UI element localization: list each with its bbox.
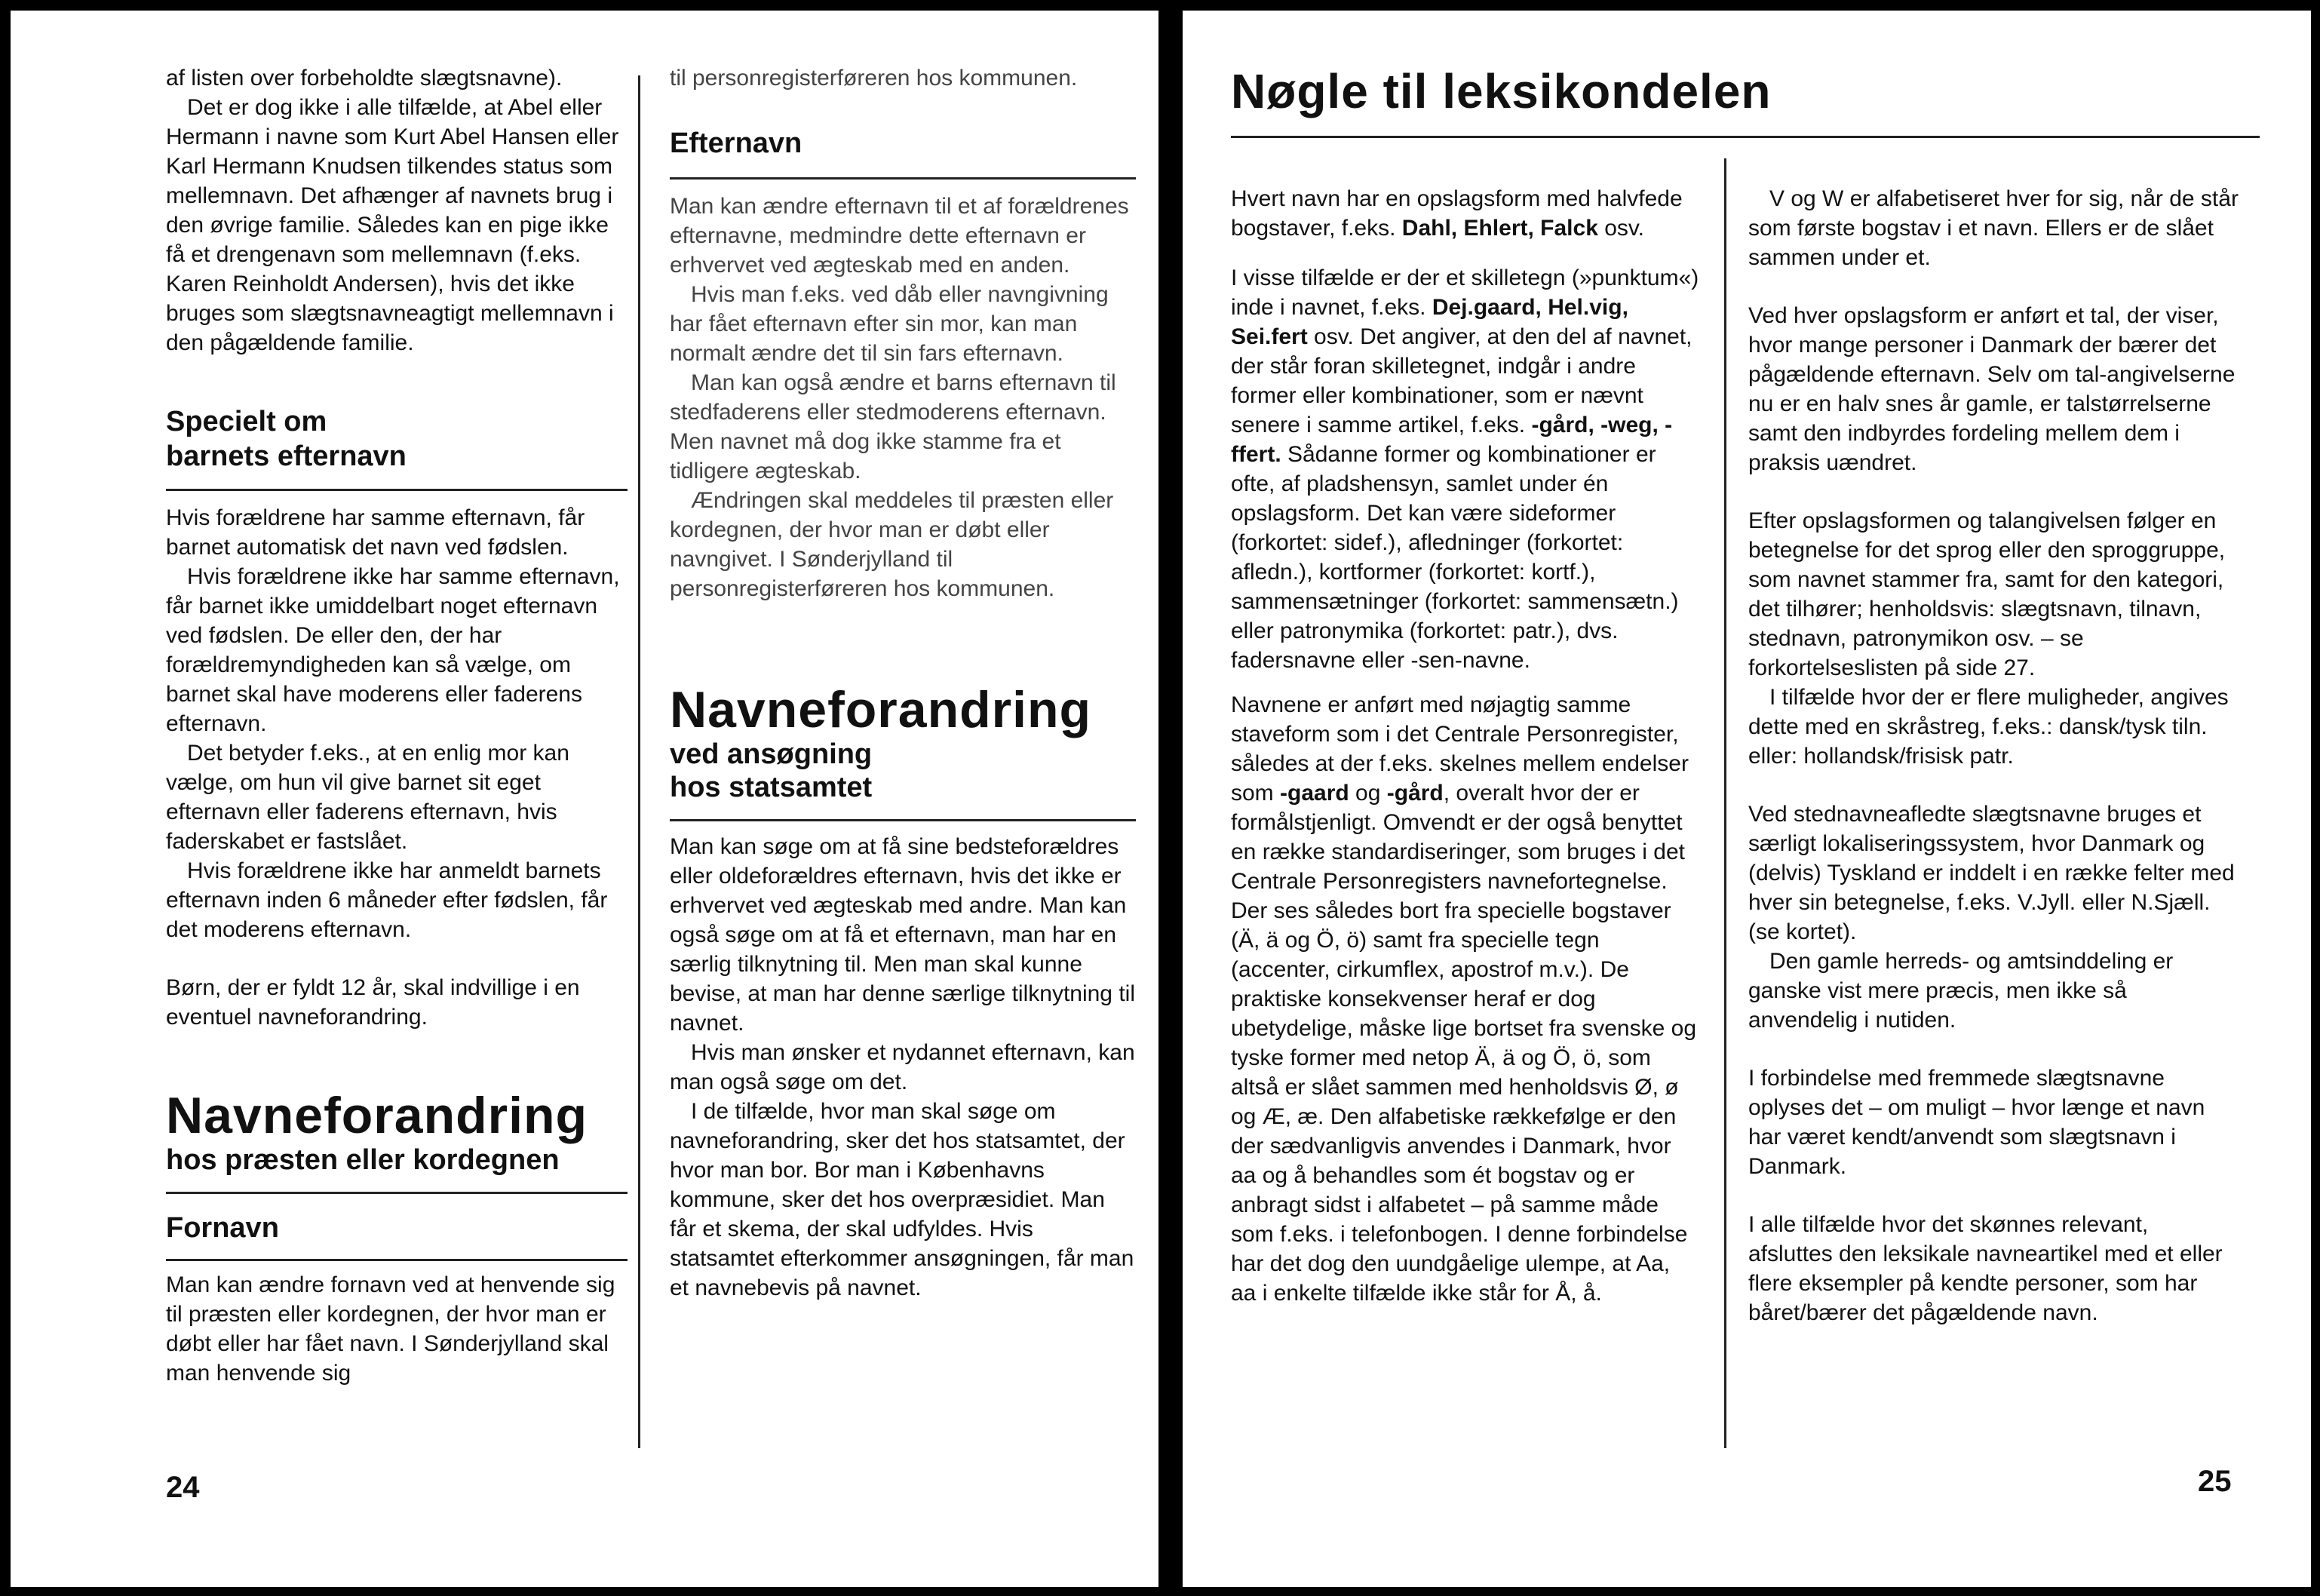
paragraph: I alle tilfælde hvor det skønnes relevant, afsluttes den leksikale navneartikel med et eller flere eksempler på kendte personer, som har båret/bærer det pågældende navn. xyxy=(1748,1212,2223,1325)
section-heading: Fornavn xyxy=(166,1212,279,1244)
section-heading: Efternavn xyxy=(670,127,802,159)
left-column-1 xyxy=(166,63,628,1388)
paragraph: Navnene er anført med nøjagtig samme staveform som i det Centrale Personregister, således at der f.eks. skelnes mellem endelser som -gaard og -gård, overalt hvor der er formålstjenligt. Omvendt er der også benyttet en række standardiseringer, som bruges i det Centrale Personregisters navnefortegnelse. Der ses således bort fra specielle bogstaver (Ä, ä og Ö, ö) samt fra specielle tegn (accenter, cirkumflex, apostrof m.v.). De praktiske konsekvenser heraf er dog ubetydelige, måske lige bortset fra svenske og tyske former med netop Ä, ä og Ö, ö, som altså er slået sammen med henholdsvis Ø, ø og Æ, æ. Den alfabetiske rækkefølge er den der sædvanligvis anvendes i Danmark, hvor aa og å behandles som ét bogstav og er anbragt sidst i alfabetet – på samme måde som f.eks. i telefonbogen. I denne forbindelse har det dog den uundgåelige ulempe, at Aa, aa i enkelte tilfælde ikke står for Å, å. xyxy=(1231,692,1697,1306)
right-page xyxy=(1183,11,2311,1587)
left-page xyxy=(11,11,1158,1587)
divider xyxy=(670,177,1136,180)
left-column-2 xyxy=(670,63,1136,1303)
paragraph: I forbindelse med fremmede slægtsnavne oplyses det – om muligt – hvor længe et navn har været kendt/anvendt som slægtsnavn i Danmark. xyxy=(1748,1066,2205,1179)
paragraph: Ændringen skal meddeles til præsten eller kordegnen, der hvor man er døbt eller navngivet. I Sønderjylland til personregisterføreren hos kommunen. xyxy=(670,488,1114,601)
paragraph: Hvis forældrene ikke har samme efternavn, får barnet ikke umiddelbart noget efternavn ved fødslen. De eller den, der har forældremyndigheden kan så vælge, om barnet skal have moderens eller faderens efternavn. xyxy=(166,564,620,736)
divider xyxy=(166,489,628,491)
right-column-2 xyxy=(1748,184,2239,1327)
paragraph: Hvis forældrene har samme efternavn, får barnet automatisk det navn ved fødslen. xyxy=(166,505,585,560)
paragraph: Det er dog ikke i alle tilfælde, at Abel eller Hermann i navne som Kurt Abel Hansen eller Karl Hermann Knudsen tilkendes status som mellemnavn. Det afhænger af navnets brug i den øvrige familie. Således kan en pige ikke få et drengenavn som mellemnavn (f.eks. Karen Reinholdt Andersen), hvis det ikke bruges som slægtsnavneagtigt mellemnavn i den pågældende familie. xyxy=(166,95,619,355)
paragraph: Ved stednavneafledte slægtsnavne bruges et særligt lokaliseringssystem, hvor Danmark og (delvis) Tyskland er inddelt i en række felter med hver sin betegnelse, f.eks. V.Jyll. eller N.Sjæll. (se kortet). xyxy=(1748,802,2235,944)
chapter-subheading: ved ansøgning xyxy=(670,738,873,770)
right-column-1 xyxy=(1231,184,1700,1308)
divider xyxy=(670,819,1136,821)
divider xyxy=(166,1192,628,1194)
paragraph: Efter opslagsformen og talangivelsen følger en betegnelse for det sprog eller den sproggruppe, som navnet stammer fra, samt for den kategori, det tilhører; henholdsvis: slægtsnavn, tilnavn, stednavn, patronymikon osv. – se forkortelseslisten på side 27. xyxy=(1748,508,2226,680)
paragraph: Det betyder f.eks., at en enlig mor kan vælge, om hun vil give barnet sit eget efternavn eller faderens efternavn, hvis faderskabet er fastslået. xyxy=(166,741,569,854)
divider xyxy=(1231,250,1700,253)
paragraph: Den gamle herreds- og amtsinddeling er ganske vist mere præcis, men ikke så anvendelig i nutiden. xyxy=(1748,949,2174,1033)
paragraph: Hvert navn har en opslagsform med halvfede bogstaver, f.eks. Dahl, Ehlert, Falck osv. xyxy=(1231,186,1683,241)
paragraph: af listen over forbeholdte slægtsnavne). xyxy=(166,66,563,91)
page-number: 24 xyxy=(166,1471,200,1504)
chapter-heading: Navneforandring xyxy=(670,681,1092,738)
paragraph: til personregisterføreren hos kommunen. xyxy=(670,66,1078,91)
paragraph: Man kan søge om at få sine bedsteforældres eller oldeforældres efternavn, hvis det ikke er erhvervet ved ægteskab med andre. Man kan også søge om at få et efternavn, man har en særlig tilknytning til. Men man skal kunne bevise, at man har denne særlige tilknytning til navnet. xyxy=(670,834,1135,1036)
paragraph: Man kan ændre efternavn til et af forældrenes efternavne, medmindre dette efternavn er erhvervet ved ægteskab med en anden. xyxy=(670,194,1129,278)
paragraph: I tilfælde hvor der er flere muligheder, angives dette med en skråstreg, f.eks.: dansk/tysk tiln. eller: hollandsk/frisisk patr. xyxy=(1748,685,2229,769)
title-divider xyxy=(1231,136,2260,138)
paragraph: I visse tilfælde er der et skilletegn (»punktum«) inde i navnet, f.eks. Dej.gaard, Hel.vig, Sei.fert osv. Det angiver, at den del af navnet, der står foran skilletegnet, indgår i andre former eller kombinationer, som er nævnt senere i samme artikel, f.eks. -gård, -weg, -ffert. Sådanne former og kombinationer er ofte, af pladshensyn, samlet under én opslagsform. Det kan være sideformer (forkortet: sidef.), afledninger (forkortet: afledn.), kortformer (forkortet: kortf.), sammensætninger (forkortet: sammensætn.) eller patronymika (forkortet: patr.), dvs. fadersnavne eller -sen-navne. xyxy=(1231,265,1699,673)
paragraph: I de tilfælde, hvor man skal søge om navneforandring, sker det hos statsamtet, der hvor man bor. Bor man i Københavns kommune, sker det hos overpræsidiet. Man får et skema, der skal udfyldes. Hvis statsamtet efterkommer ansøgningen, får man et navnebevis på navnet. xyxy=(670,1099,1134,1300)
paragraph: Hvis man f.eks. ved dåb eller navngivning har fået efternavn efter sin mor, kan man normalt ændre det til sin fars efternavn. xyxy=(670,282,1109,366)
paragraph: V og W er alfabetiseret hver for sig, når de står som første bogstav i et navn. Ellers er de slået sammen under et. xyxy=(1748,186,2239,270)
page-number: 25 xyxy=(2198,1465,2232,1498)
paragraph: Ved hver opslagsform er anført et tal, der viser, hvor mange personer i Danmark der bærer det pågældende efternavn. Selv om tal-angivelserne nu er en halv snes år gamle, er talstørrelserne samt den indbyrdes fordeling mellem dem i praksis uændret. xyxy=(1748,303,2236,475)
paragraph: Hvis forældrene ikke har anmeldt barnets efternavn inden 6 måneder efter fødslen, får det moderens efternavn. xyxy=(166,858,608,942)
section-heading: Specielt om xyxy=(166,406,327,437)
paragraph: Man kan ændre fornavn ved at henvende sig til præsten eller kordegnen, der hvor man er døbt eller har fået navn. I Sønderjylland skal man henvende sig xyxy=(166,1272,615,1386)
paragraph: Hvis man ønsker et nydannet efternavn, kan man også søge om det. xyxy=(670,1040,1135,1094)
paragraph: Man kan også ændre et barns efternavn til stedfaderens eller stedmoderens efternavn. Men navnet må dog ikke stamme fra et tidligere ægteskab. xyxy=(670,370,1116,483)
column-divider xyxy=(638,75,640,1448)
column-divider xyxy=(1724,158,1726,1448)
section-heading: barnets efternavn xyxy=(166,440,407,472)
chapter-heading: Navneforandring xyxy=(166,1087,588,1144)
divider xyxy=(166,1259,628,1261)
chapter-subheading: hos statsamtet xyxy=(670,772,873,803)
chapter-subheading: hos præsten eller kordegnen xyxy=(166,1144,560,1176)
paragraph: Børn, der er fyldt 12 år, skal indvillige i en eventuel navneforandring. xyxy=(166,975,580,1030)
page-title: Nøgle til leksikondelen xyxy=(1231,64,1772,118)
